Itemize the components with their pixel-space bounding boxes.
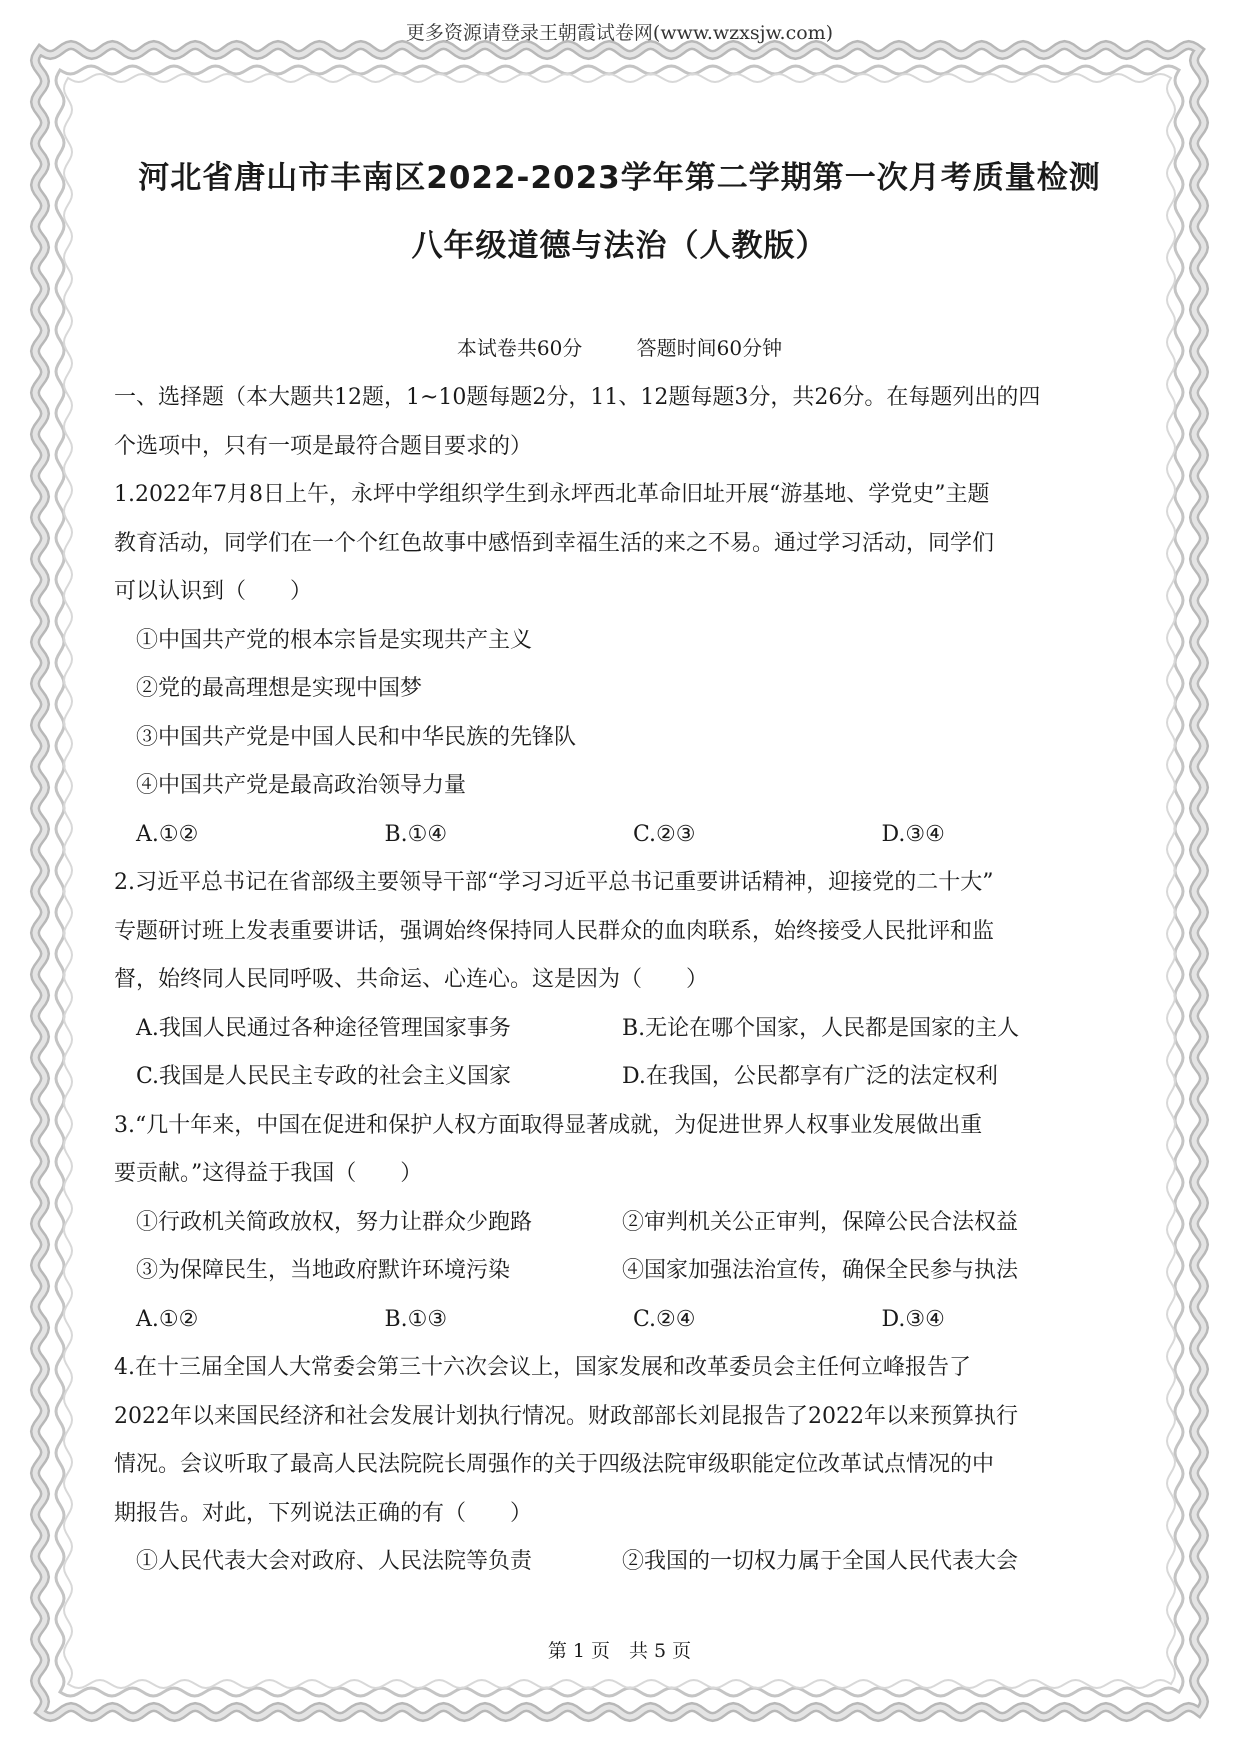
page-number: 第 1 页 共 5 页	[547, 1640, 692, 1662]
question-text: 要贡献。”这得益于我国（ ）	[114, 1161, 423, 1186]
section-instructions: 一、选择题（本大题共12题，1~10题每题2分，11、12题每题3分，共26分。在每题列出的四	[114, 385, 1041, 410]
question-text: 3.“几十年来，中国在促进和保护人权方面取得显著成就，为促进世界人权事业发展做出重	[114, 1112, 983, 1138]
option-row	[114, 1005, 1130, 1054]
statement: ③为保障民生，当地政府默许环境污染	[136, 1258, 511, 1283]
option-row	[114, 1296, 1130, 1345]
option-c: C.②③	[633, 821, 696, 847]
statement: ①中国共产党的根本宗旨是实现共产主义	[136, 627, 533, 653]
statement: ②审判机关公正审判，保障公民合法权益	[622, 1209, 1019, 1235]
question-text: 1.2022年7月8日上午，永坪中学组织学生到永坪西北革命旧址开展“游基地、学党史”主题	[114, 482, 990, 507]
question-text: 4.在十三届全国人大常委会第三十六次会议上，国家发展和改革委员会主任何立峰报告了	[114, 1355, 971, 1380]
answer-time: 答题时间60分钟	[636, 336, 783, 360]
option-c: C.②④	[633, 1306, 696, 1332]
total-score: 本试卷共60分	[456, 336, 583, 360]
question-text: 期报告。对此，下列说法正确的有（ ）	[114, 1500, 533, 1526]
statement: ①行政机关简政放权，努力让群众少跑路	[136, 1209, 533, 1235]
statement: ②党的最高理想是实现中国梦	[136, 676, 423, 701]
exam-content	[114, 374, 1130, 1587]
statement: ③中国共产党是中国人民和中华民族的先锋队	[136, 724, 577, 750]
statement: ④国家加强法治宣传，确保全民参与执法	[622, 1258, 1019, 1283]
option-a: A.①②	[136, 1306, 199, 1332]
question-text: 2022年以来国民经济和社会发展计划执行情况。财政部部长刘昆报告了2022年以来预算执行	[114, 1403, 1018, 1429]
question-text: 专题研讨班上发表重要讲话，强调始终保持同人民群众的血肉联系，始终接受人民批评和监	[114, 918, 995, 944]
question-text: 教育活动，同学们在一个个红色故事中感悟到幸福生活的来之不易。通过学习活动，同学们	[114, 530, 995, 556]
option-b: B.①④	[384, 821, 448, 847]
option-b: B.①③	[384, 1306, 448, 1332]
statement: ④中国共产党是最高政治领导力量	[136, 773, 467, 798]
question-text: 2.习近平总书记在省部级主要领导干部“学习习近平总书记重要讲话精神，迎接党的二十大”	[114, 870, 994, 895]
option-d: D.在我国，公民都享有广泛的法定权利	[622, 1064, 998, 1089]
option-c: C.我国是人民民主专政的社会主义国家	[136, 1064, 512, 1089]
option-d: D.③④	[881, 1306, 945, 1332]
source-note: 更多资源请登录王朝霞试卷网(www.wzxsjw.com)	[405, 22, 834, 44]
statement: ①人民代表大会对政府、人民法院等负责	[136, 1549, 533, 1574]
question-text: 情况。会议听取了最高人民法院院长周强作的关于四级法院审级职能定位改革试点情况的中	[114, 1452, 995, 1477]
statement-row	[114, 1247, 1130, 1296]
option-row	[114, 1053, 1130, 1102]
question-text: 可以认识到（ ）	[114, 579, 313, 604]
option-b: B.无论在哪个国家，人民都是国家的主人	[622, 1015, 1020, 1041]
option-d: D.③④	[881, 821, 945, 847]
exam-title: 河北省唐山市丰南区2022-2023学年第二学期第一次月考质量检测	[138, 160, 1101, 196]
statement-row	[114, 1538, 1130, 1587]
question-text: 督，始终同人民同呼吸、共命运、心连心。这是因为（ ）	[114, 967, 709, 992]
exam-subtitle: 八年级道德与法治（人教版）	[411, 228, 828, 264]
exam-meta	[0, 332, 1239, 361]
option-row	[114, 811, 1130, 860]
option-a: A.我国人民通过各种途径管理国家事务	[136, 1015, 511, 1041]
statement: ②我国的一切权力属于全国人民代表大会	[622, 1549, 1019, 1574]
option-a: A.①②	[136, 821, 199, 847]
statement-row	[114, 1199, 1130, 1248]
section-instructions: 个选项中，只有一项是最符合题目要求的）	[114, 433, 533, 459]
